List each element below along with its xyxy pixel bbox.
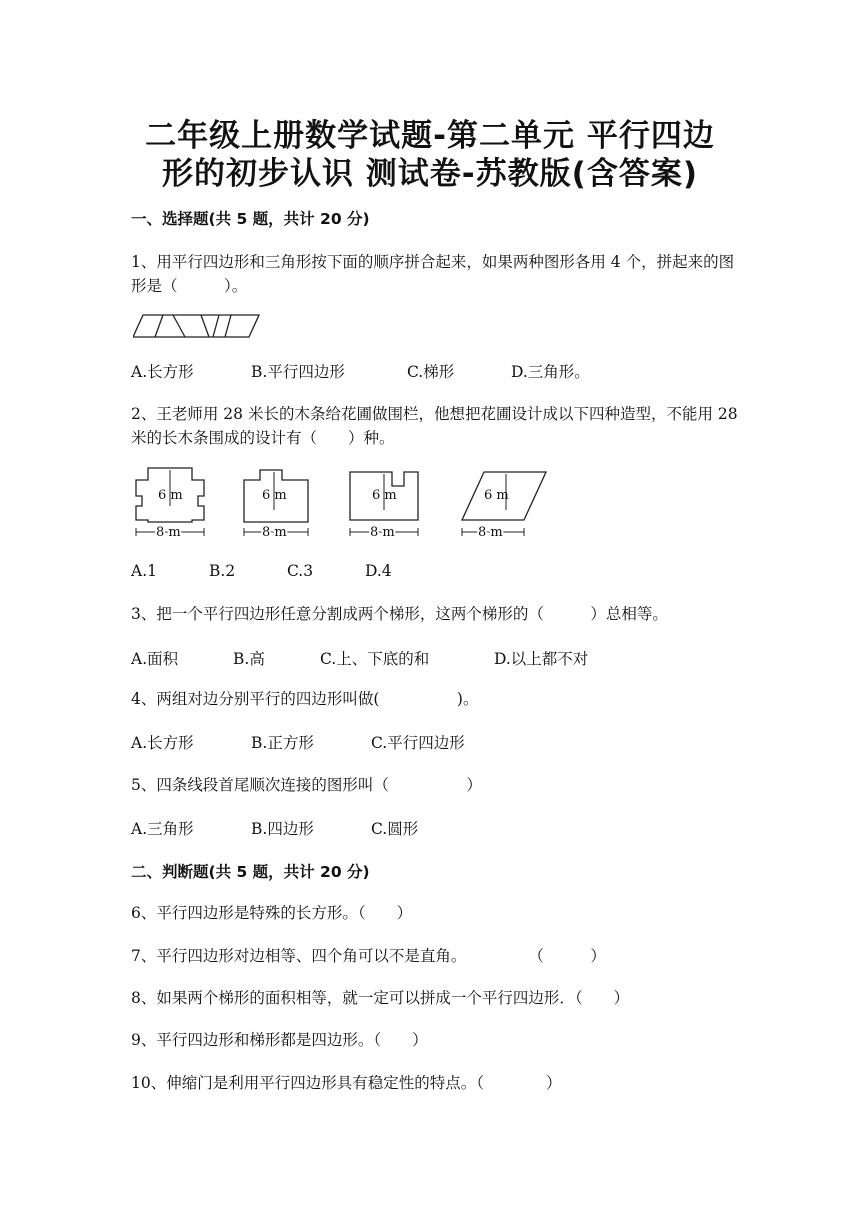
question-9: 9、平行四边形和梯形都是四边形。（ ） bbox=[131, 1031, 428, 1049]
fig4-width-label: 8 m bbox=[478, 525, 503, 540]
page-title-line1: 二年级上册数学试题-第二单元 平行四边 bbox=[145, 118, 715, 154]
fig1-width-label: 8 m bbox=[156, 525, 181, 540]
fig2-width-label: 8 m bbox=[262, 525, 287, 540]
fig3-width-label: 8 m bbox=[370, 525, 395, 540]
question-5-options bbox=[131, 817, 418, 839]
question-4: 4、两组对边分别平行的四边形叫做( )。 bbox=[131, 690, 479, 708]
q3-option-d[interactable]: D.以上都不对 bbox=[494, 650, 589, 668]
question-5: 5、四条线段首尾顺次连接的图形叫（ ） bbox=[131, 776, 482, 794]
question-1: 1、用平行四边形和三角形按下面的顺序拼合起来，如果两种图形各用 4 个，拼起来的图形是（ ）。 bbox=[131, 253, 735, 295]
q3-option-c[interactable]: C.上、下底的和 bbox=[320, 650, 430, 668]
question-6: 6、平行四边形是特殊的长方形。（ ） bbox=[131, 904, 413, 922]
section-heading-choice: 一、选择题(共 5 题，共计 20 分) bbox=[131, 210, 370, 228]
q2-option-d[interactable]: D.4 bbox=[365, 562, 392, 580]
q1-option-a[interactable]: A.长方形 bbox=[131, 363, 194, 381]
q5-option-b[interactable]: B.四边形 bbox=[251, 820, 314, 838]
question-2-options bbox=[131, 562, 392, 580]
q2-option-a[interactable]: A.1 bbox=[131, 562, 157, 580]
q1-option-c[interactable]: C.梯形 bbox=[407, 363, 455, 381]
q4-option-c[interactable]: C.平行四边形 bbox=[371, 734, 465, 752]
page-title-line2: 形的初步认识 测试卷-苏教版(含答案) bbox=[162, 156, 698, 192]
section-heading-judgement: 二、判断题(共 5 题，共计 20 分) bbox=[131, 863, 370, 881]
q2-figures bbox=[128, 466, 548, 540]
question-2: 2、王老师用 28 米长的木条给花圃做围栏，他想把花圃设计成以下四种造型，不能用 28 米的长木条围成的设计有（ ）种。 bbox=[131, 405, 738, 447]
question-8: 8、如果两个梯形的面积相等，就一定可以拼成一个平行四边形．（ ） bbox=[131, 989, 630, 1007]
question-7: 7、平行四边形对边相等、四个角可以不是直角。 （ ） bbox=[131, 947, 606, 965]
fig1-height-label: 6 m bbox=[158, 488, 183, 503]
q1-option-b[interactable]: B.平行四边形 bbox=[251, 363, 345, 381]
fig4-height-label: 6 m bbox=[484, 488, 509, 503]
q1-option-d[interactable]: D.三角形。 bbox=[511, 363, 590, 381]
question-3: 3、把一个平行四边形任意分割成两个梯形，这两个梯形的（ ）总相等。 bbox=[131, 605, 668, 623]
q5-option-a[interactable]: A.三角形 bbox=[131, 820, 194, 838]
q4-option-b[interactable]: B.正方形 bbox=[251, 734, 314, 752]
question-4-options bbox=[131, 731, 465, 753]
question-10: 10、伸缩门是利用平行四边形具有稳定性的特点。（ ） bbox=[131, 1074, 562, 1092]
q4-option-a[interactable]: A.长方形 bbox=[131, 734, 194, 752]
q1-figure-strip bbox=[133, 313, 263, 339]
question-1-options bbox=[131, 360, 590, 382]
q3-option-b[interactable]: B.高 bbox=[233, 650, 265, 668]
fig3-height-label: 6 m bbox=[372, 488, 397, 503]
question-3-options bbox=[131, 647, 588, 669]
fig2-height-label: 6 m bbox=[262, 488, 287, 503]
q2-option-b[interactable]: B.2 bbox=[209, 562, 236, 580]
q3-option-a[interactable]: A.面积 bbox=[131, 650, 179, 668]
strip-outline bbox=[133, 315, 259, 337]
q5-option-c[interactable]: C.圆形 bbox=[371, 820, 419, 838]
q2-option-c[interactable]: C.3 bbox=[287, 562, 314, 580]
